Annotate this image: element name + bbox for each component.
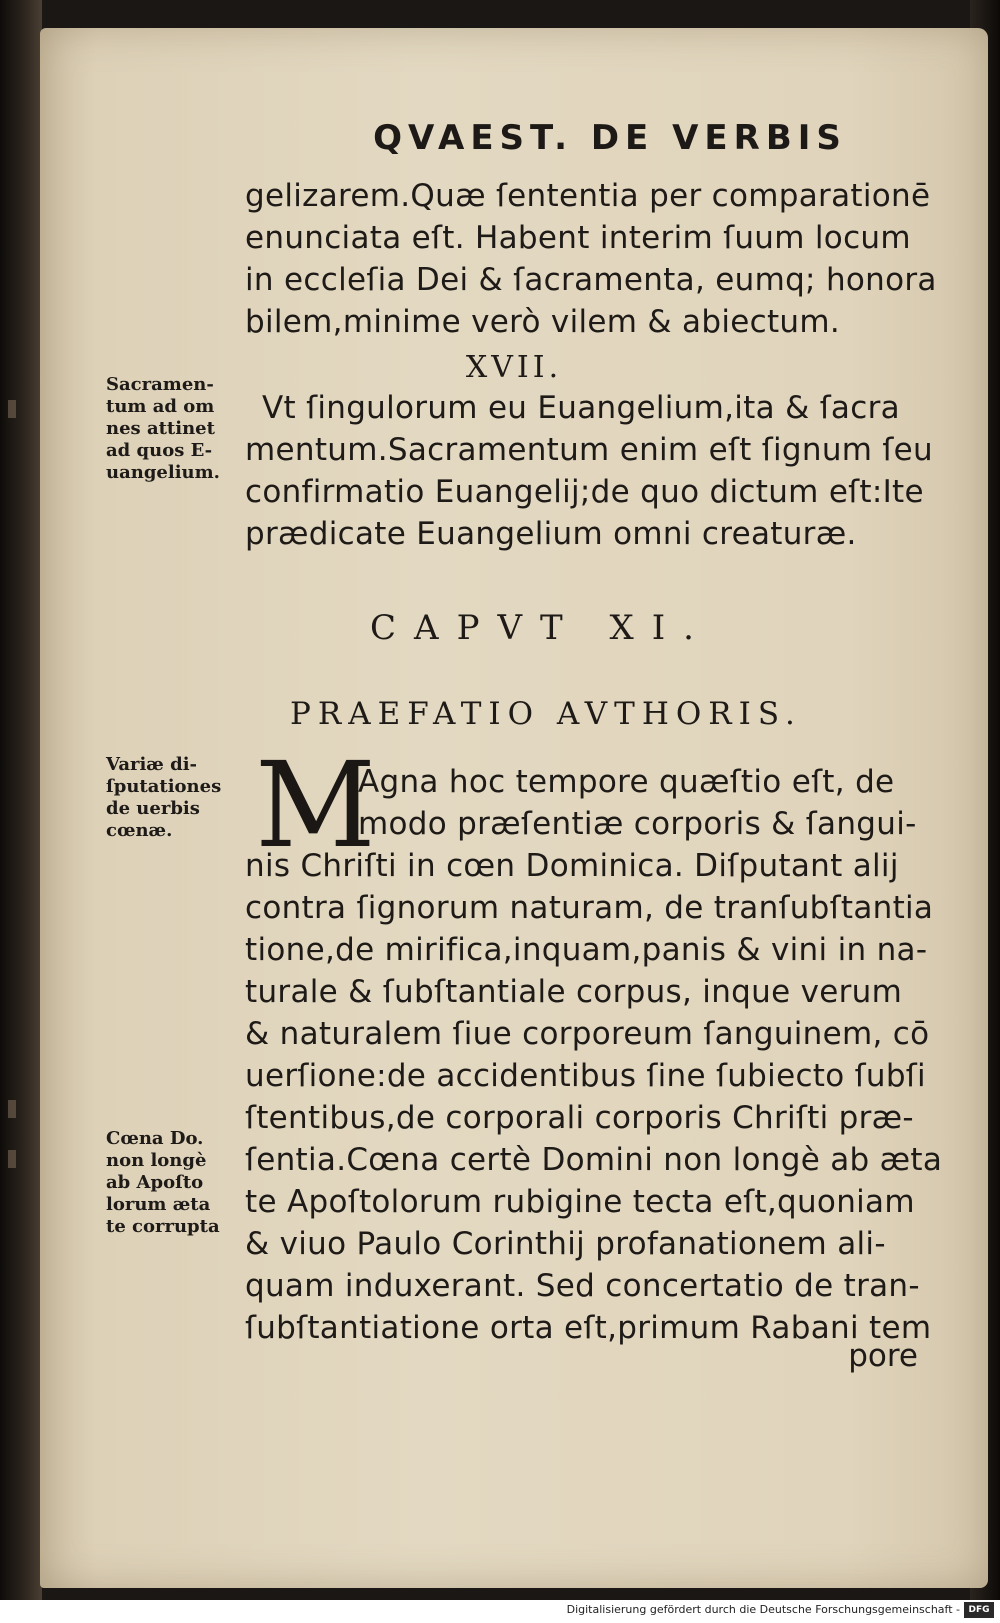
book-spine [0,0,42,1600]
spine-mark [8,1150,16,1168]
text-line: modo præſentiæ corporis & ſangui- [358,806,917,842]
section-number: XVII. [465,350,563,385]
margin-note-line: non longè [106,1150,207,1171]
text-line: te Apoſtolorum rubigine tecta eſt,quoniam [245,1184,915,1220]
spine-mark [8,1100,16,1118]
margin-note-line: cœnæ. [106,820,173,841]
text-line: tione,de mirifica,inquam,panis & vini in na- [245,932,928,968]
margin-note-line: uangelium. [106,462,220,483]
catchword: pore [848,1338,918,1374]
margin-note-line: nes attinet [106,418,215,439]
drop-cap: M [255,736,376,874]
text-line: nis Chriſti in cœn Dominica. Diſputant alij [245,848,899,884]
running-head: QVAEST. DE VERBIS [373,118,847,158]
margin-note-line: lorum æta [106,1194,211,1215]
text-line: enunciata eſt. Habent interim ſuum locum [245,220,911,256]
text-line: ſubſtantiatione orta eſt,primum Rabani tem [245,1310,932,1346]
text-line: Agna hoc tempore quæſtio eſt, de [358,764,895,800]
margin-note-line: ab Apoſto [106,1172,204,1193]
margin-note-sacramentum [106,374,246,484]
digitization-credit: Digitalisierung gefördert durch die Deutsche Forschungsgemeinschaft - [566,1603,960,1616]
text-line: gelizarem.Quæ ſententia per comparationē [245,178,931,214]
margin-note-line: ad quos E- [106,440,213,461]
margin-note-line: Cœna Do. [106,1128,204,1149]
text-line: bilem,minime verò vilem & abiectum. [245,304,841,340]
margin-note-line: ſputationes [106,776,222,797]
margin-note-line: tum ad om [106,396,215,417]
dfg-logo: DFG [964,1602,994,1618]
margin-note-disputationes [106,754,246,842]
margin-note-coena [106,1128,246,1238]
margin-note-line: te corrupta [106,1216,220,1237]
text-line: uerſione:de accidentibus ſine ſubiecto ſubſi [245,1058,926,1094]
text-line: Vt ſingulorum eu Euangelium,ita & ſacra [262,390,900,426]
text-line: & naturalem ſiue corporeum ſanguinem, cō [245,1016,930,1052]
text-line: prædicate Euangelium omni creaturæ. [245,516,857,552]
margin-note-line: Sacramen- [106,374,214,395]
margin-note-line: de uerbis [106,798,200,819]
text-line: mentum.Sacramentum enim eſt ſignum ſeu [245,432,933,468]
text-line: contra ſignorum naturam, de tranſubſtantia [245,890,934,926]
page [40,28,988,1588]
footer-bar [0,1600,1000,1623]
text-line: ſtentibus,de corporali corporis Chriſti præ- [245,1100,914,1136]
text-line: confirmatio Euangelij;de quo dictum eſt:Ite [245,474,924,510]
text-line: ſentia.Cœna certè Domini non longè ab æta [245,1142,943,1178]
preface-heading: PRAEFATIO AVTHORIS. [290,696,802,732]
text-line: in eccleſia Dei & ſacramenta, eumq; honora [245,262,937,298]
spine-mark [8,400,16,418]
chapter-heading: CAPVT XI. [370,608,712,648]
text-line: & viuo Paulo Corinthij profanationem ali- [245,1226,886,1262]
text-line: turale & ſubſtantiale corpus, inque verum [245,974,903,1010]
text-line: quam induxerant. Sed concertatio de tran- [245,1268,920,1304]
margin-note-line: Variæ di- [106,754,198,775]
